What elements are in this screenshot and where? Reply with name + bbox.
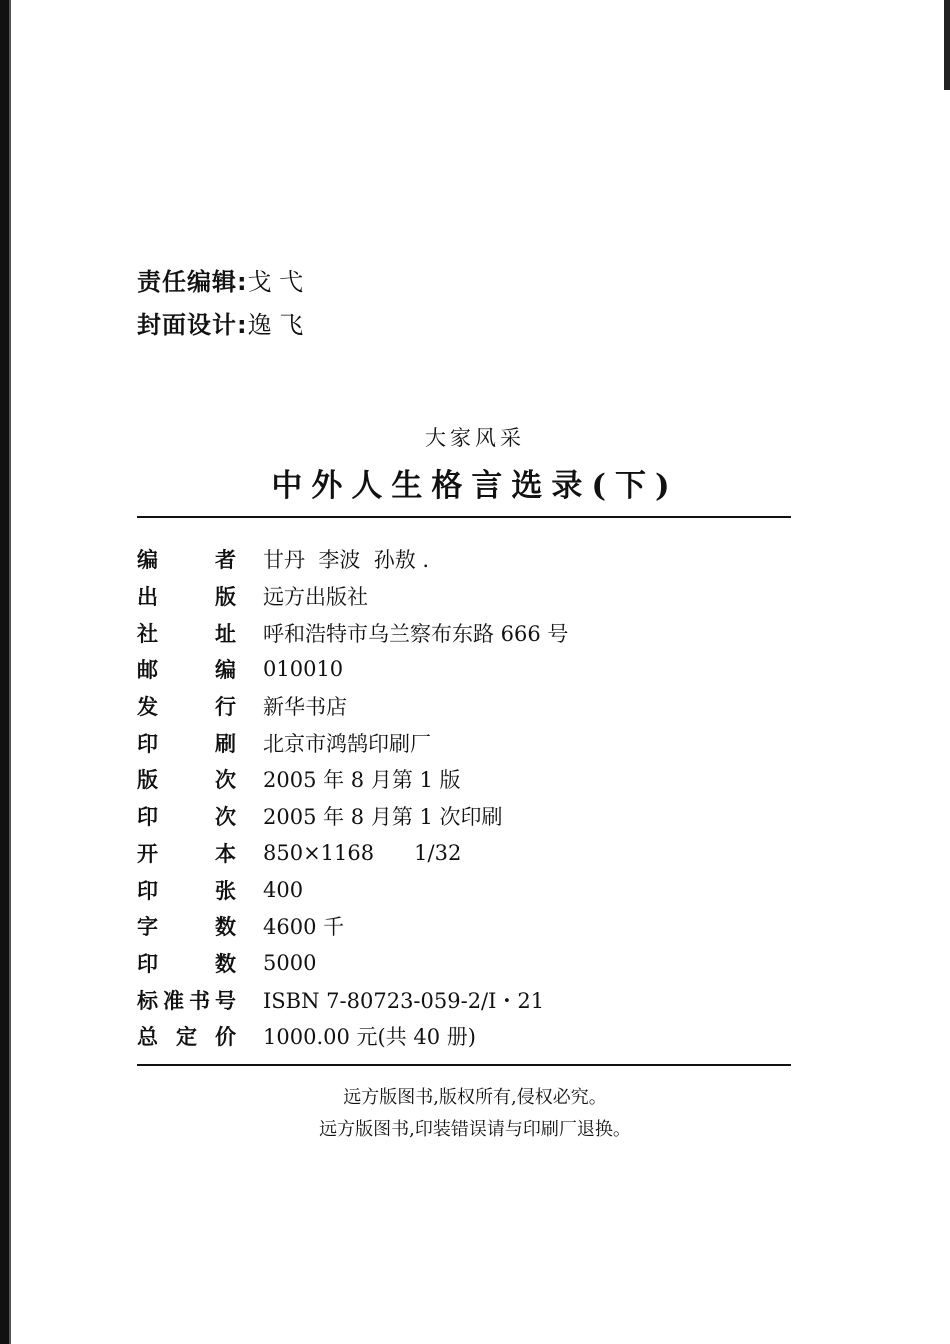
- info-row: [137, 578, 791, 615]
- info-label: [137, 691, 236, 721]
- publication-info-table: [137, 541, 791, 1055]
- info-row: [137, 724, 791, 761]
- info-value: ISBN 7-80723-059-2/I・21: [263, 988, 545, 1013]
- info-label-char: 号: [215, 988, 236, 1013]
- info-row: [137, 761, 791, 798]
- cover-designer-label: 封面设计:: [137, 311, 248, 339]
- info-label-char: 出: [137, 585, 158, 610]
- info-label-char: 价: [215, 1025, 236, 1050]
- info-row: [137, 981, 791, 1018]
- info-label-char: 版: [215, 585, 236, 610]
- info-label-char: 书: [189, 988, 210, 1013]
- info-label-char: 版: [137, 768, 158, 793]
- info-value: 5000: [263, 950, 317, 975]
- info-label-char: 开: [137, 841, 158, 866]
- info-row: [137, 871, 791, 908]
- info-label: [137, 728, 236, 758]
- info-label-char: 数: [215, 951, 236, 976]
- info-label-char: 印: [137, 951, 158, 976]
- info-row: [137, 541, 791, 578]
- info-value: 呼和浩特市乌兰察布东路 666 号: [263, 621, 569, 646]
- info-label-char: 印: [137, 878, 158, 903]
- info-label-char: 张: [215, 878, 236, 903]
- info-label: [137, 911, 236, 941]
- cover-designer-name: 逸 飞: [247, 311, 304, 339]
- info-value: 甘丹 李波 孙敖 .: [263, 548, 430, 573]
- series-name: 大家风采: [425, 426, 525, 450]
- info-row: [137, 688, 791, 725]
- info-label-char: 总: [137, 1025, 158, 1050]
- info-label-char: 者: [215, 548, 236, 573]
- info-label-char: 印: [137, 805, 158, 830]
- info-label: [137, 801, 236, 831]
- info-label-char: 发: [137, 695, 158, 720]
- info-label-char: 印: [137, 731, 158, 756]
- info-value: 4600 千: [263, 915, 345, 940]
- info-label-char: 次: [215, 768, 236, 793]
- info-label-char: 社: [137, 621, 158, 646]
- info-value: 远方出版社: [263, 585, 368, 610]
- editor-row: [137, 258, 303, 301]
- info-label-char: 定: [176, 1025, 197, 1050]
- info-label: [137, 618, 236, 648]
- info-label-char: 邮: [137, 658, 158, 683]
- info-label-char: 准: [163, 988, 184, 1013]
- info-value: 2005 年 8 月第 1 次印刷: [263, 805, 503, 830]
- info-value: 新华书店: [263, 695, 347, 720]
- info-label-char: 标: [137, 988, 158, 1013]
- info-label: [137, 985, 236, 1015]
- info-label: [137, 764, 236, 794]
- info-value: 010010: [263, 657, 344, 682]
- info-row: [137, 1018, 791, 1055]
- info-label-char: 编: [137, 548, 158, 573]
- editor-credits: [137, 258, 303, 344]
- copyright-notice: [0, 1082, 950, 1146]
- info-label: [137, 544, 236, 574]
- info-label: [137, 838, 236, 868]
- editor-label: 责任编辑:: [137, 268, 248, 296]
- copyright-line: 远方版图书,版权所有,侵权必究。: [343, 1087, 607, 1108]
- info-label: [137, 875, 236, 905]
- info-row: [137, 945, 791, 982]
- info-label: [137, 581, 236, 611]
- info-value: 850×1168 1/32: [263, 840, 462, 865]
- info-label-char: 址: [215, 621, 236, 646]
- editor-name: 戈 弋: [247, 268, 304, 296]
- info-value: 2005 年 8 月第 1 版: [263, 768, 461, 793]
- cover-designer-row: [137, 301, 303, 344]
- info-label-char: 字: [137, 915, 158, 940]
- info-label-char: 行: [215, 695, 236, 720]
- info-row: [137, 798, 791, 835]
- info-label-char: 数: [215, 915, 236, 940]
- info-label-char: 本: [215, 841, 236, 866]
- info-value: 1000.00 元(共 40 册): [263, 1025, 476, 1050]
- bottom-divider: [137, 1064, 791, 1066]
- info-row: [137, 651, 791, 688]
- info-label-char: 编: [215, 658, 236, 683]
- info-label-char: 刷: [215, 731, 236, 756]
- top-divider: [137, 516, 791, 518]
- replacement-line: 远方版图书,印装错误请与印刷厂退换。: [319, 1119, 631, 1140]
- info-row: [137, 908, 791, 945]
- info-row: [137, 835, 791, 872]
- info-label: [137, 948, 236, 978]
- page-edge-shadow-right: [944, 0, 950, 90]
- info-value: 400: [263, 877, 304, 902]
- info-row: [137, 614, 791, 651]
- info-value: 北京市鸿鹄印刷厂: [263, 731, 431, 756]
- info-label: [137, 1021, 236, 1051]
- book-title: 中外人生格言选录(下): [271, 468, 679, 504]
- info-label-char: 次: [215, 805, 236, 830]
- info-label: [137, 654, 236, 684]
